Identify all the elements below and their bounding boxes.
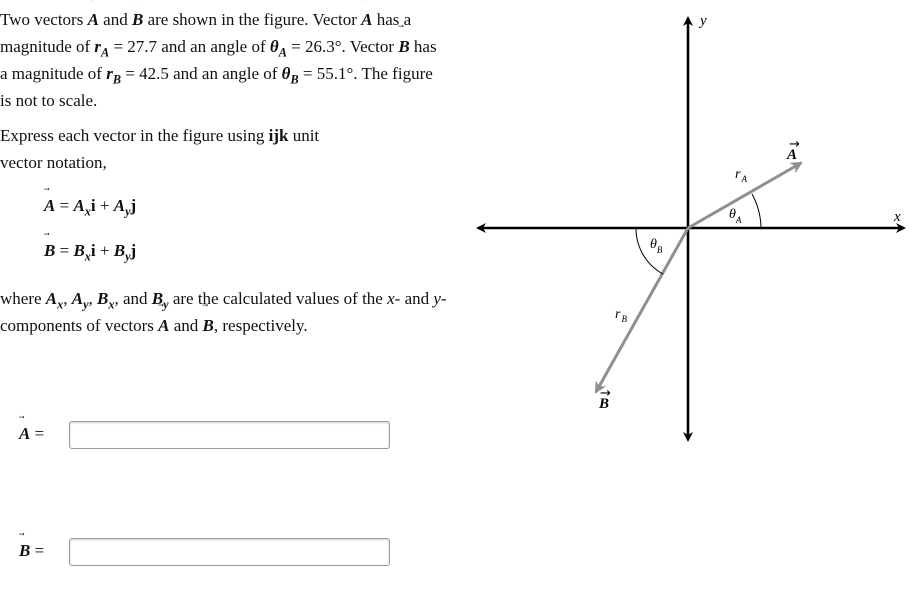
- vector-a-label-arrow: →: [789, 137, 800, 152]
- theta-a-label: $\theta_A$: [729, 207, 742, 225]
- x-axis-label: x: [894, 209, 901, 225]
- instruction-text: Express each vector in the figure using ijk unit vector notation,: [0, 126, 320, 172]
- theta-b-label: $\theta_B$: [650, 237, 663, 255]
- answer-b-input[interactable]: [69, 538, 390, 566]
- answer-b-label: B =: [19, 541, 45, 560]
- r-b-label: $r_B$: [615, 307, 627, 324]
- angle-a-arc: [752, 194, 761, 228]
- magnitude-a-symbol: $r_A$: [94, 37, 110, 60]
- angle-b-symbol: $\theta_B$: [281, 64, 299, 87]
- answer-a-input[interactable]: [69, 421, 390, 449]
- problem-statement: Two vectors A and B are shown in the figure. Vector A has a magnitude of $r_A = 27.7$ and an angle of $\theta_A = 26.3^\circ$. Vector B has a magnitude of $r_B = 42.5$ and an angle of $\theta_B = 55.1^\circ$. The figure is not to scale.: [0, 6, 445, 114]
- vector-diagram: [460, 0, 924, 609]
- equation-b: $B = B_xi + B_yj$: [44, 241, 137, 264]
- r-a-label: $r_A$: [735, 167, 747, 184]
- vector-b-symbol: B: [398, 37, 410, 56]
- vector-b-label: B: [599, 396, 610, 412]
- vector-a-symbol: A: [361, 10, 373, 29]
- y-axis-label: y: [700, 13, 707, 29]
- vector-a-label: A: [787, 147, 798, 163]
- vector-a-arrow: [688, 163, 801, 228]
- vector-b-symbol: B: [131, 10, 144, 29]
- vector-a-symbol: A: [87, 10, 99, 29]
- magnitude-b-symbol: $r_B$: [106, 64, 122, 87]
- components-explanation: where $A_x$, $A_y$, $B_x$, and $B_y$ are the calculated values of the x- and y-components of vectors A and B, respectively.: [0, 289, 447, 335]
- equation-a: $A = A_xi + A_yj$: [44, 196, 137, 219]
- angle-a-symbol: $\theta_A$: [269, 37, 287, 60]
- vector-b-label-arrow: →: [600, 386, 611, 401]
- answer-a-label: A =: [19, 424, 45, 443]
